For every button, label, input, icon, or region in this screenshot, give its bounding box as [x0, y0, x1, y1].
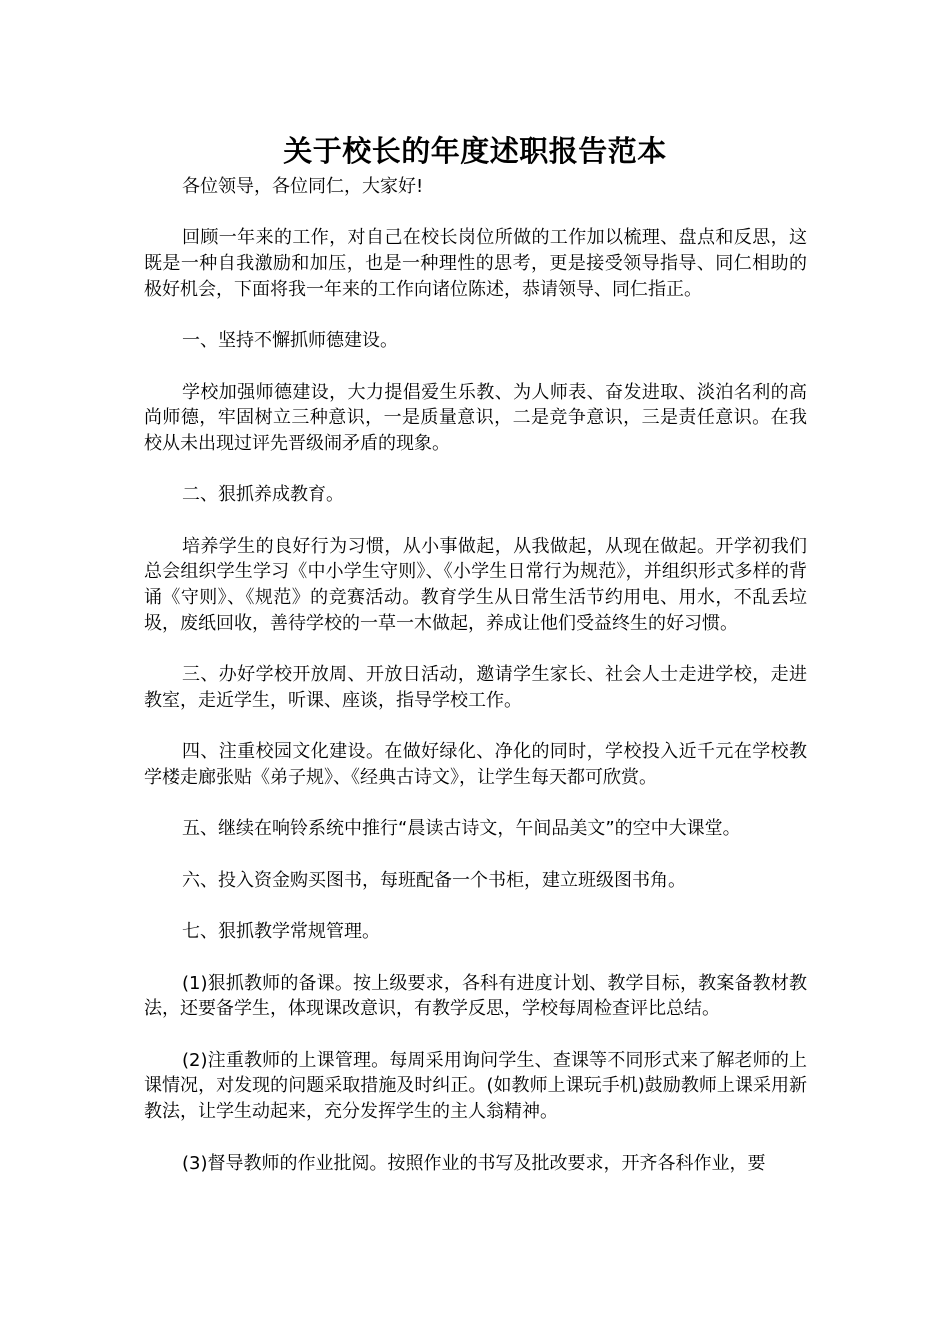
section-heading: 二、狠抓养成教育。 — [182, 484, 344, 506]
section-heading: 六、投入资金购买图书，每班配备一个书柜，建立班级图书角。 — [182, 869, 686, 891]
section-heading: 一、坚持不懈抓师德建设。 — [182, 330, 398, 352]
paragraph-greeting: 各位领导，各位同仁，大家好! — [182, 176, 424, 197]
section-heading: 七、狠抓教学常规管理。 — [182, 921, 380, 943]
paragraph: (1)狠抓教师的备课。按上级要求，各科有进度计划、教学目标，教案备教材教法，还要备学生，体现课改意识，有教学反思，学校每周检查评比总结。 — [144, 972, 807, 1020]
document-body — [144, 174, 807, 1202]
paragraph: (2)注重教师的上课管理。每周采用询问学生、查课等不同形式来了解老师的上课情况，对发现的问题采取措施及时纠正。(如教师上课玩手机)鼓励教师上课采用新教法，让学生动起来，充分发挥学生的主人翁精神。 — [144, 1049, 807, 1123]
paragraph: 学校加强师德建设，大力提倡爱生乐教、为人师表、奋发进取、淡泊名利的高尚师德，牢固树立三种意识，一是质量意识，二是竞争意识，三是责任意识。在我校从未出现过评先晋级闹矛盾的现象。 — [144, 381, 807, 454]
paragraph: 回顾一年来的工作，对自己在校长岗位所做的工作加以梳理、盘点和反思，这既是一种自我激励和加压，也是一种理性的思考，更是接受领导指导、同仁相助的极好机会，下面将我一年来的工作向诸位陈述，恭请领导、同仁指正。 — [144, 227, 807, 300]
section-heading: 三、办好学校开放周、开放日活动，邀请学生家长、社会人士走进学校，走进教室，走近学生，听课、座谈，指导学校工作。 — [144, 664, 807, 711]
section-heading: 四、注重校园文化建设。在做好绿化、净化的同时，学校投入近千元在学校教学楼走廊张贴《弟子规》、《经典古诗文》，让学生每天都可欣赏。 — [144, 741, 807, 789]
document-title: 关于校长的年度述职报告范本 — [283, 134, 667, 168]
paragraph: 培养学生的良好行为习惯，从小事做起，从我做起，从现在做起。开学初我们总会组织学生学习《中小学生守则》、《小学生日常行为规范》，并组织形式多样的背诵《守则》、《规范》的竞赛活动。教育学生从日常生活节约用电、用水，不乱丢垃圾，废纸回收，善待学校的一草一木做起，养成让他们受益终生的好习惯。 — [144, 535, 807, 634]
paragraph: (3)督导教师的作业批阅。按照作业的书写及批改要求，开齐各科作业，要 — [182, 1152, 766, 1174]
section-heading: 五、继续在响铃系统中推行“晨读古诗文，午间品美文”的空中大课堂。 — [182, 818, 741, 840]
